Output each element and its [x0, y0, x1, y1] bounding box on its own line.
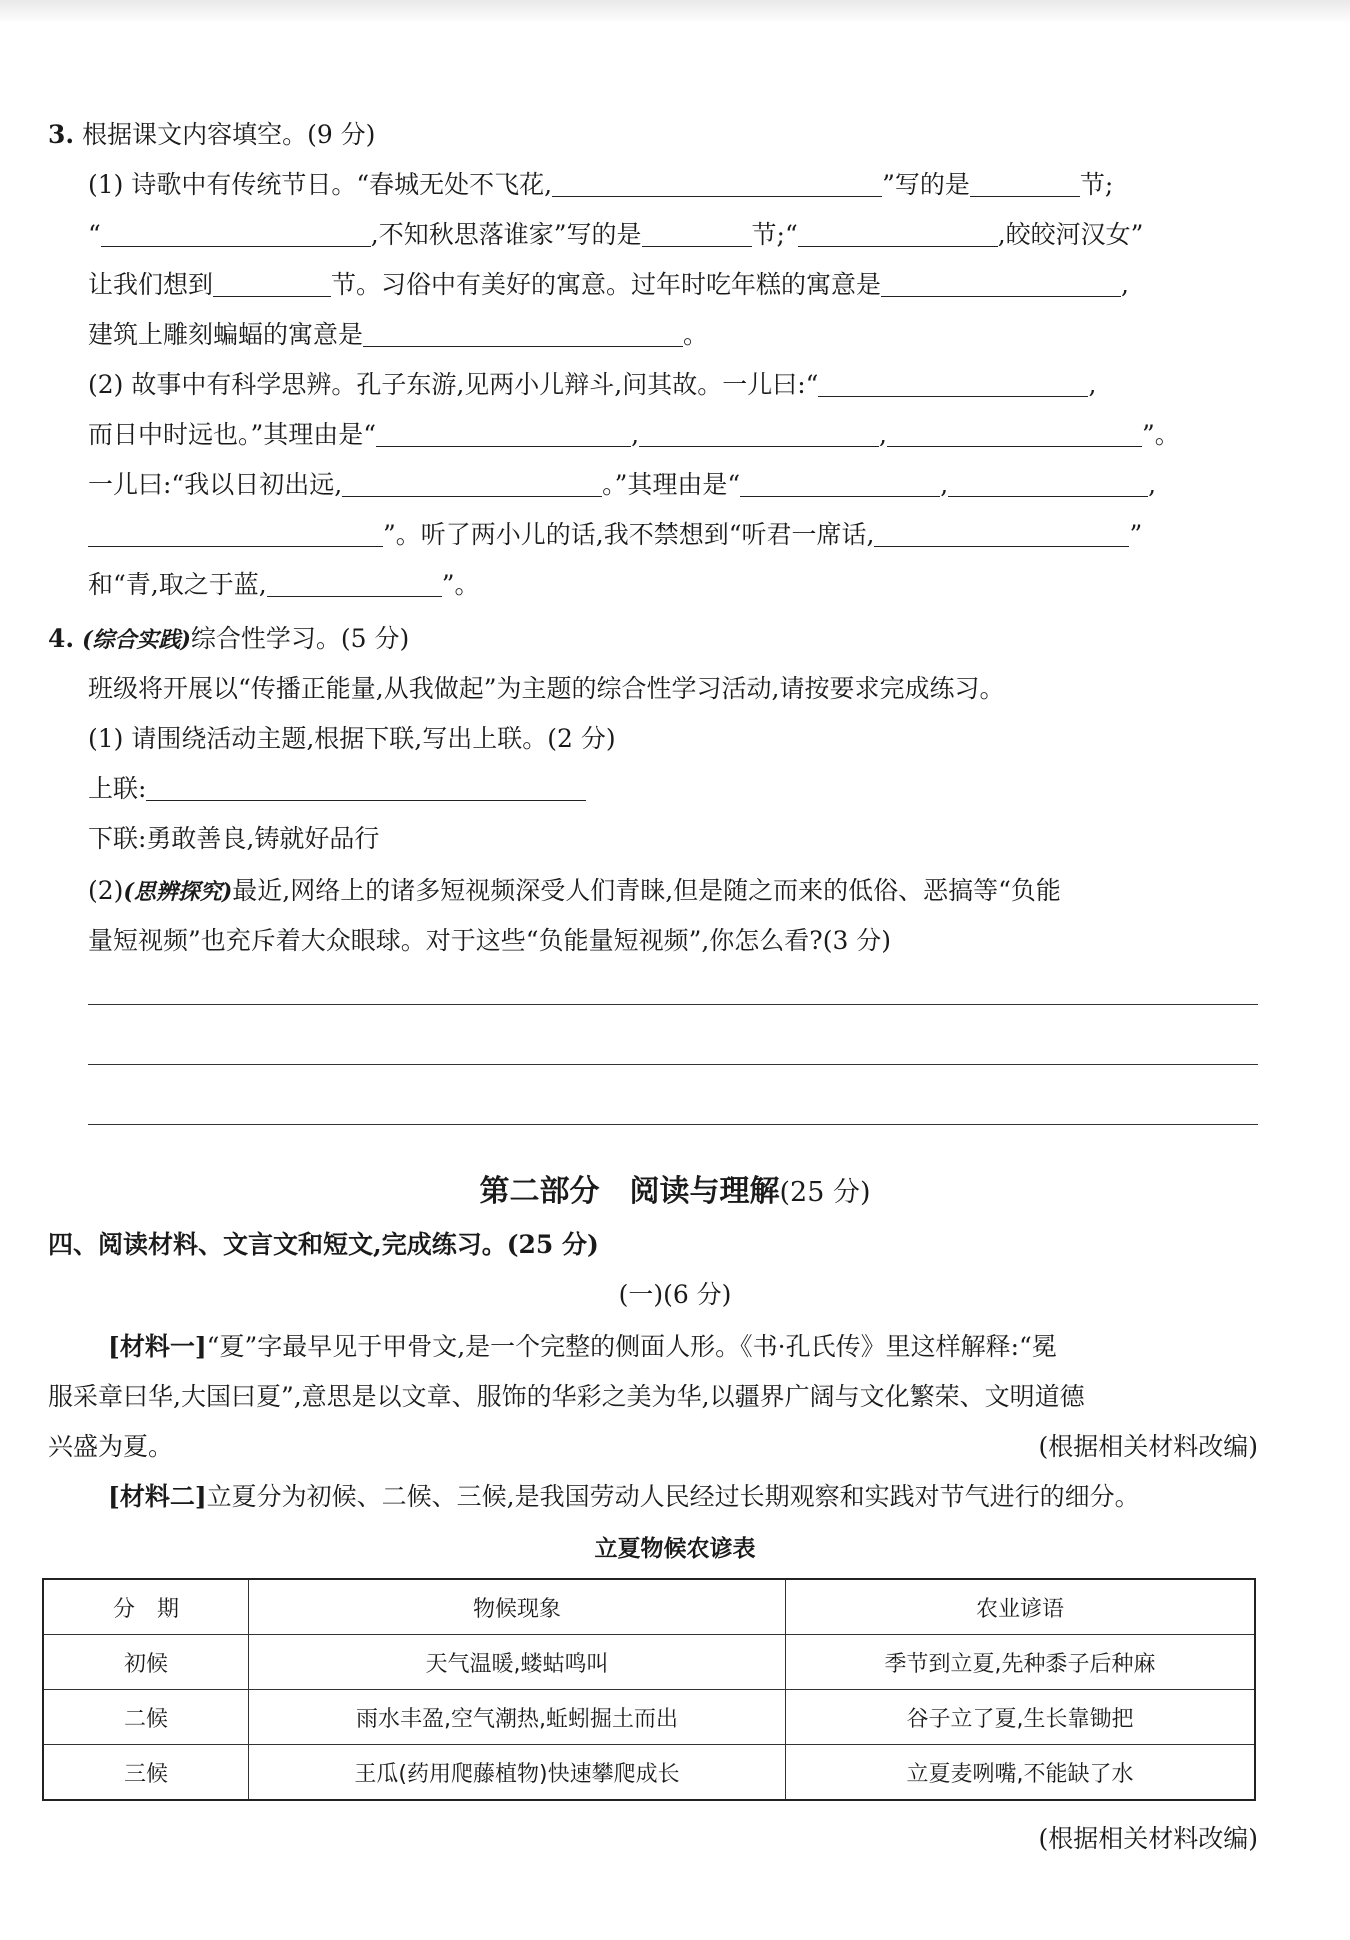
q3-text: , [1121, 270, 1129, 299]
q3-text: 而日中时远也。”其理由是“ [88, 420, 377, 449]
q4-upper-couplet [88, 772, 586, 806]
sec4-sub: (一)(6 分) [618, 1280, 732, 1309]
q3-line-5 [88, 368, 1096, 402]
q3-text: 一儿曰:“我以日初出远, [88, 470, 343, 499]
table-cell: 谷子立了夏,生长靠锄把 [786, 1690, 1256, 1745]
q3-line-7 [88, 468, 1156, 502]
answer-blank[interactable] [887, 420, 1142, 447]
answer-blank[interactable] [798, 220, 998, 247]
table-header-cell: 物候现象 [249, 1579, 786, 1635]
answer-blank[interactable] [101, 220, 371, 247]
answer-blank[interactable] [970, 170, 1080, 197]
table-cell: 季节到立夏,先种黍子后种麻 [786, 1635, 1256, 1690]
q3-text: 节;“ [751, 220, 798, 249]
answer-line[interactable] [88, 1124, 1258, 1125]
q4-intro: 班级将开展以“传播正能量,从我做起”为主题的综合性学习活动,请按要求完成练习。 [88, 674, 1005, 703]
scan-shadow [0, 0, 1350, 24]
q3-text: 。”其理由是“ [602, 470, 741, 499]
q3-text: , [1088, 370, 1097, 399]
answer-blank[interactable] [342, 470, 602, 497]
q4-title: 综合性学习。(5 分) [190, 624, 410, 653]
q4-lower-couplet: 下联:勇敢善良,铸就好品行 [88, 824, 380, 853]
upper-couplet-blank[interactable] [146, 774, 586, 801]
part2-title-text: 第二部分 阅读与理解 [479, 1174, 780, 1209]
table-cell: 初候 [43, 1635, 249, 1690]
answer-line[interactable] [88, 1004, 1258, 1005]
q3-text: 节; [1079, 170, 1114, 199]
table-cell: 二候 [43, 1690, 249, 1745]
answer-blank[interactable] [874, 520, 1129, 547]
q3-text: ”。 [441, 570, 480, 599]
answer-blank[interactable] [213, 270, 331, 297]
q3-text: ”。 [1141, 420, 1180, 449]
table-cell: 三候 [43, 1745, 249, 1801]
q3-text: , [631, 420, 640, 449]
table-header-row [43, 1579, 1255, 1635]
q3-text: ,皎皎河汉女” [997, 220, 1144, 249]
table-title: 立夏物候农谚表 [594, 1536, 756, 1562]
answer-blank[interactable] [267, 570, 442, 597]
q3-number: 3. [48, 120, 75, 149]
answer-blank[interactable] [376, 420, 631, 447]
answer-blank[interactable] [363, 320, 683, 347]
sec4-title: 四、阅读材料、文言文和短文,完成练习。(25 分) [48, 1230, 599, 1259]
phenology-table [42, 1578, 1256, 1801]
q3-heading [48, 118, 375, 152]
q4-text: 最近,网络上的诸多短视频深受人们青睐,但是随之而来的低俗、恶搞等“负能 [232, 876, 1061, 905]
material1-line-2: 服采章曰华,大国曰夏”,意思是以文章、服饰的华彩之美为华,以疆界广阔与文化繁荣、文明道德 [48, 1382, 1085, 1411]
q3-line-2 [88, 218, 1143, 252]
answer-blank[interactable] [881, 270, 1121, 297]
q3-text: , [879, 420, 887, 449]
material1-line-1 [108, 1330, 1057, 1364]
table-row [43, 1635, 1255, 1690]
table-cell: 雨水丰盈,空气潮热,蚯蚓掘土而出 [249, 1690, 786, 1745]
material1-line-3: 兴盛为夏。 [48, 1432, 174, 1461]
q4-number: 4. [48, 624, 75, 653]
answer-blank[interactable] [948, 470, 1148, 497]
q3-text: “ [88, 220, 101, 249]
material2-line-1 [108, 1480, 1140, 1514]
answer-blank[interactable] [88, 520, 383, 547]
answer-blank[interactable] [818, 370, 1088, 397]
material2-label: [材料二] [108, 1482, 207, 1511]
q3-line-1 [88, 168, 1113, 202]
q3-text: , [1148, 470, 1157, 499]
table-cell: 王瓜(药用爬藤植物)快速攀爬成长 [249, 1745, 786, 1801]
table-cell: 立夏麦咧嘴,不能缺了水 [786, 1745, 1256, 1801]
material1-label: [材料一] [108, 1332, 207, 1361]
table-row [43, 1745, 1255, 1801]
answer-blank[interactable] [642, 220, 752, 247]
material2-source: (根据相关材料改编) [1038, 1824, 1258, 1853]
q3-text: (2) 故事中有科学思辨。孔子东游,见两小儿辩斗,问其故。一儿曰:“ [88, 370, 819, 399]
table-header-cell: 农业谚语 [786, 1579, 1256, 1635]
q3-text: ,不知秋思落谁家”写的是 [370, 220, 642, 249]
q3-text: ”写的是 [882, 170, 970, 199]
q4-sub1: (1) 请围绕活动主题,根据下联,写出上联。(2 分) [88, 724, 616, 753]
q3-text: (1) 诗歌中有传统节日。“春城无处不飞花, [88, 170, 553, 199]
q3-line-3 [88, 268, 1129, 302]
answer-blank[interactable] [740, 470, 940, 497]
answer-blank[interactable] [639, 420, 879, 447]
material1-text: “夏”字最早见于甲骨文,是一个完整的侧面人形。《书·孔氏传》里这样解释:“冕 [206, 1332, 1057, 1361]
q4-sub2-line-2: 量短视频”也充斥着大众眼球。对于这些“负能量短视频”,你怎么看?(3 分) [88, 926, 892, 955]
part2-score: (25 分) [779, 1177, 871, 1208]
q3-line-4 [88, 318, 708, 352]
q3-line-6 [88, 418, 1180, 452]
table-cell: 天气温暖,蝼蛄鸣叫 [249, 1635, 786, 1690]
q3-text: 节。习俗中有美好的寓意。过年时吃年糕的寓意是 [331, 270, 882, 299]
table-row [43, 1690, 1255, 1745]
q3-text: ” [1129, 520, 1143, 549]
q3-title: 根据课文内容填空。(9 分) [82, 120, 376, 149]
answer-blank[interactable] [552, 170, 882, 197]
q3-text: ”。听了两小儿的话,我不禁想到“听君一席话, [383, 520, 875, 549]
q3-text: 。 [683, 320, 709, 349]
q4-tag: (综合实践) [82, 627, 191, 653]
q3-line-8 [88, 518, 1142, 552]
q4-sub2-tag: (思辨探究) [123, 879, 233, 905]
q3-text: 和“青,取之于蓝, [88, 570, 267, 599]
q3-line-9 [88, 568, 479, 602]
q4-sub2-line-1 [88, 874, 1061, 909]
part2-title [0, 1172, 1350, 1213]
q3-text: , [940, 470, 949, 499]
q4-heading [48, 622, 409, 657]
answer-line[interactable] [88, 1064, 1258, 1065]
q3-text: 建筑上雕刻蝙蝠的寓意是 [88, 320, 364, 349]
material2-text: 立夏分为初候、二候、三候,是我国劳动人民经过长期观察和实践对节气进行的细分。 [206, 1482, 1140, 1511]
material1-source: (根据相关材料改编) [1038, 1432, 1258, 1461]
upper-couplet-label: 上联: [88, 774, 147, 803]
table-header-cell: 分 期 [43, 1579, 249, 1635]
q4-text: (2) [88, 876, 124, 905]
q3-text: 让我们想到 [88, 270, 214, 299]
